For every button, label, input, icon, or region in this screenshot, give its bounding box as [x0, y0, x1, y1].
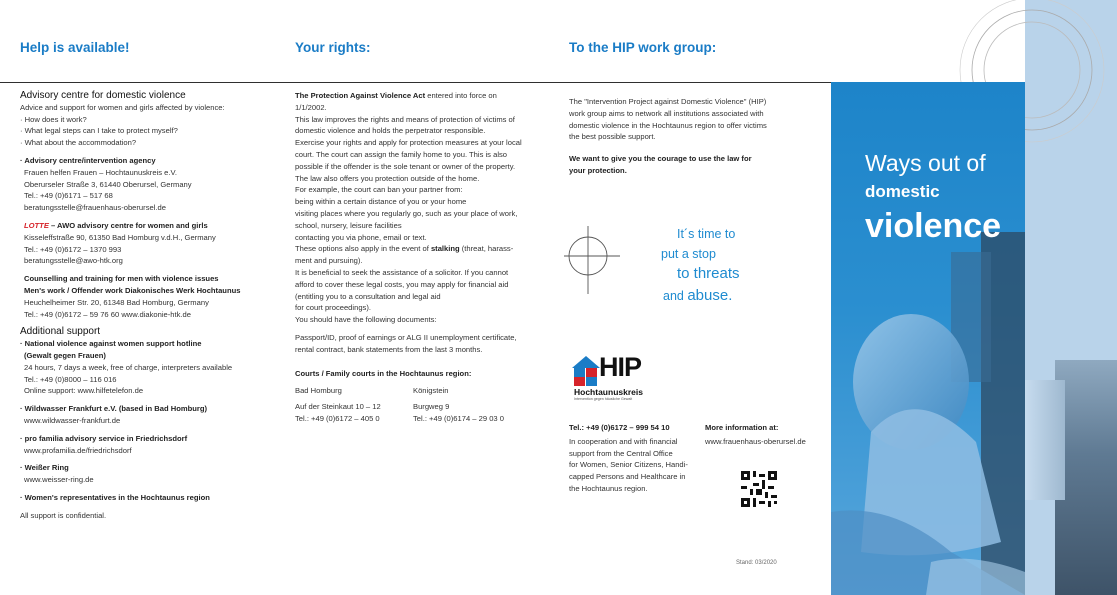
support-title: (Gewalt gegen Frauen): [24, 350, 106, 360]
court-address: Auf der Steinkaut 10 – 12: [295, 402, 381, 412]
contact-title: Men's work / Offender work Diakonisches Werk Hochtaunus: [24, 285, 241, 295]
support-title: · Wildwasser Frankfurt e.V. (based in Bad Homburg): [20, 404, 207, 414]
contact-title: Counselling and training for men with violence issues: [24, 274, 219, 284]
rights-line: court. The court can assign the family home to you. This is also: [295, 149, 508, 159]
slogan-line: It´s time to: [677, 227, 736, 241]
contact-title: · Advisory centre/intervention agency: [20, 155, 156, 165]
court-phone: Tel.: +49 (0)6174 – 29 03 0: [413, 413, 504, 423]
support-link[interactable]: www.profamilia.de/friedrichsdorf: [24, 445, 132, 455]
more-info-block: [705, 422, 825, 448]
website-link[interactable]: www.frauenhaus-oberursel.de: [705, 436, 806, 446]
rights-line: rental contract, bank statements from the last 3 months.: [295, 344, 483, 354]
header-help: Help is available!: [20, 40, 130, 55]
court-name: Königstein: [413, 386, 449, 396]
courage-text: We want to give you the courage to use the law for: [569, 154, 752, 164]
court-koenigstein: [413, 385, 553, 424]
support-title: · Weißer Ring: [20, 463, 69, 473]
advisory-question: · What legal steps can I take to protect myself?: [20, 126, 178, 136]
slogan-line: and: [663, 289, 688, 303]
column-rights: [295, 90, 557, 445]
confidential-note: All support is confidential.: [20, 510, 107, 520]
cover-title-line2: domestic: [865, 182, 940, 201]
stalking-term: stalking: [430, 244, 460, 254]
rights-line: It is beneficial to seek the assistance of a solicitor. If you cannot: [295, 267, 509, 277]
act-name: The Protection Against Violence Act: [295, 91, 426, 100]
rights-line: This law improves the rights and means of protection of victims of: [295, 114, 515, 124]
crosshair-icon: [562, 222, 622, 296]
logo-text: HIP: [599, 352, 642, 382]
contact-title: – AWO advisory centre for women and girls: [48, 220, 208, 230]
contact-line: Oberurseler Straße 3, 61440 Oberursel, Germany: [24, 179, 192, 189]
advisory-title: Advisory centre for domestic violence: [20, 90, 186, 101]
advisory-intro: Advice and support for women and girls affected by violence:: [20, 102, 225, 112]
support-line: Tel.: +49 (0)8000 – 116 016: [24, 374, 117, 384]
contact-link[interactable]: beratungsstelle@frauenhaus-oberursel.de: [24, 203, 166, 213]
cover-title-line1: Ways out of: [865, 150, 986, 176]
court-phone: Tel.: +49 (0)6172 – 405 0: [295, 413, 380, 423]
slogan-line: put a stop: [661, 247, 716, 261]
rights-line: (entitling you to a consultation and legal aid: [295, 291, 441, 301]
contact-line: Tel.: +49 (0)6171 – 517 68: [24, 191, 113, 201]
rights-line: Exercise your rights and apply for protection measures at your local: [295, 138, 522, 148]
rights-line: afford to cover these legal costs, you may apply for financial aid: [295, 279, 509, 289]
rights-line: ment and pursuing).: [295, 256, 363, 266]
court-address: Burgweg 9: [413, 402, 450, 412]
print-date: Stand: 03/2020: [736, 560, 777, 566]
header-rights: Your rights:: [295, 40, 371, 55]
rights-line: The law also offers you protection outside of the home.: [295, 173, 480, 183]
hip-phone: Tel.: +49 (0)6172 – 999 54 10: [569, 423, 670, 432]
support-title: · Women's representatives in the Hochtaunus region: [20, 492, 210, 502]
contact-line: Frauen helfen Frauen – Hochtaunuskreis e.V.: [24, 167, 177, 177]
courage-text: your protection.: [569, 165, 627, 175]
additional-title: Additional support: [20, 326, 101, 338]
contact-block: [569, 422, 699, 495]
courts-table: [295, 385, 557, 445]
courts-title: Courts / Family courts in the Hochtaunus region:: [295, 368, 472, 378]
support-link[interactable]: Online support: www.hilfetelefon.de: [24, 386, 144, 396]
contact-line: Kisseleffstraße 90, 61350 Bad Homburg v.d.H., Germany: [24, 232, 216, 242]
advisory-question: · How does it work?: [20, 114, 87, 124]
logo-subtitle: Hochtaunuskreis: [574, 387, 643, 397]
rights-line: possible if the offender is the sole tenant or owner of the property.: [295, 161, 516, 171]
rights-line: contacting you via phone, email or text.: [295, 232, 427, 242]
coop-line: support from the Central Office: [569, 448, 673, 458]
coop-line: for Women, Senior Citizens, Handi-: [569, 460, 688, 470]
coop-line: the Hochtaunus region.: [569, 483, 648, 493]
support-title: · National violence against women support hotline: [20, 339, 202, 349]
more-info-title: More information at:: [705, 423, 779, 432]
rights-line: You should have the following documents:: [295, 315, 437, 325]
cover-title-line3: violence: [865, 207, 1002, 245]
contact-link[interactable]: beratungsstelle@awo-htk.org: [24, 256, 123, 266]
column-help: [20, 90, 282, 522]
rights-line: Passport/ID, proof of earnings or ALG II unemployment certificate,: [295, 332, 517, 342]
header-band: [0, 0, 1025, 83]
hip-text: The "Intervention Project against Domestic Violence" (HIP): [569, 97, 767, 106]
contact-line: Heuchelheimer Str. 20, 61348 Bad Homburg, Germany: [24, 297, 209, 307]
photo-fragment: [1025, 380, 1065, 500]
hip-text: the best possible support.: [569, 132, 656, 142]
court-bad-homburg: [295, 385, 407, 424]
rights-line: entered into force on: [425, 91, 497, 100]
rights-line: being within a certain distance of you or your home: [295, 197, 467, 207]
support-link[interactable]: www.weisser-ring.de: [24, 475, 94, 485]
lotte-brand: LOTTE: [24, 220, 49, 230]
support-title: · pro familia advisory service in Friedrichsdorf: [20, 433, 188, 443]
contact-line: Tel.: +49 (0)6172 – 1370 993: [24, 244, 122, 254]
contact-line: Tel.: +49 (0)6172 – 59 76 60 www.diakonie-htk.de: [24, 309, 191, 319]
slogan-line: to threats: [677, 265, 740, 282]
court-name: Bad Homburg: [295, 386, 342, 396]
logo-tagline: Intervention gegen häusliche Gewalt: [574, 397, 633, 401]
coop-line: In cooperation and with financial: [569, 436, 678, 446]
support-link[interactable]: www.wildwasser-frankfurt.de: [24, 415, 121, 425]
column-hip: [569, 96, 819, 177]
rights-line: domestic violence and holds the perpetrator responsible.: [295, 126, 486, 136]
rights-line: for court proceedings).: [295, 303, 371, 313]
rights-line: These options also apply in the event of: [295, 244, 431, 254]
qr-code-icon: [741, 471, 777, 507]
hip-logo: [570, 354, 660, 404]
rights-line: (threat, harass-: [459, 244, 514, 254]
rights-line: For example, the court can ban your partner from:: [295, 185, 463, 195]
support-line: 24 hours, 7 days a week, free of charge, interpreters available: [24, 362, 233, 372]
slogan-line: abuse.: [687, 287, 733, 304]
hip-text: domestic violence in the Hochtaunus region to offer victims: [569, 120, 767, 130]
header-hip: To the HIP work group:: [569, 40, 717, 55]
coop-line: capped Persons and Healthcare in: [569, 472, 686, 482]
hip-text: work group aims to network all institutions associated with: [569, 108, 764, 118]
rights-line: school, nursery, leisure facilities: [295, 220, 402, 230]
rights-line: visiting places where you regularly go, such as your place of work,: [295, 208, 518, 218]
rights-line: 1/1/2002.: [295, 102, 327, 112]
advisory-question: · What about the accommodation?: [20, 138, 137, 148]
